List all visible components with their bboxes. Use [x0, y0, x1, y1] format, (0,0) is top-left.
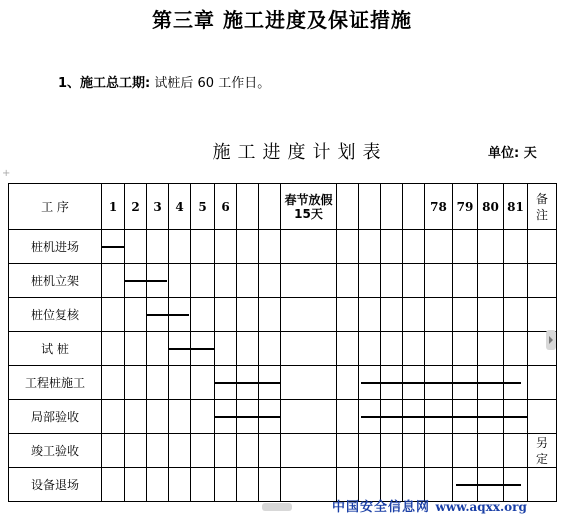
day-header: [403, 184, 425, 230]
schedule-bar: [125, 280, 167, 282]
day-cell: [478, 230, 504, 264]
day-cell: [359, 400, 381, 434]
day-cell: [359, 434, 381, 468]
day-cell: [147, 332, 169, 366]
day-header: 3: [147, 184, 169, 230]
day-cell: [125, 400, 147, 434]
day-cell: [215, 332, 237, 366]
day-header: 79: [453, 184, 478, 230]
day-cell: [478, 332, 504, 366]
day-cell: [215, 264, 237, 298]
day-cell: [403, 298, 425, 332]
day-cell: [281, 434, 337, 468]
task-name: 试 桩: [9, 332, 102, 366]
scroll-right-handle[interactable]: [546, 330, 556, 350]
task-name: 桩机进场: [9, 230, 102, 264]
day-cell: [215, 434, 237, 468]
day-cell: [403, 332, 425, 366]
task-remark: 另定: [528, 434, 557, 468]
watermark-url: www.aqxx.org: [435, 500, 527, 514]
day-cell: [191, 264, 215, 298]
day-cell: [102, 230, 125, 264]
schedule-table: [8, 183, 557, 502]
day-cell: [191, 468, 215, 502]
day-cell: [259, 298, 281, 332]
day-cell: [215, 298, 237, 332]
task-name: 局部验收: [9, 400, 102, 434]
day-cell: [259, 264, 281, 298]
task-name: 桩机立架: [9, 264, 102, 298]
day-cell: [237, 264, 259, 298]
day-header: [359, 184, 381, 230]
task-row: [9, 230, 557, 264]
day-cell: [504, 298, 528, 332]
day-header: 78: [425, 184, 453, 230]
day-cell: [359, 366, 381, 400]
day-cell: [504, 230, 528, 264]
day-cell: [102, 366, 125, 400]
schedule-body: [9, 230, 557, 502]
day-cell: [337, 264, 359, 298]
day-cell: [125, 298, 147, 332]
day-cell: [425, 332, 453, 366]
task-row: [9, 264, 557, 298]
day-header: 6: [215, 184, 237, 230]
day-cell: [169, 468, 191, 502]
day-cell: [259, 468, 281, 502]
unit-label: 单位: 天: [488, 146, 537, 161]
day-cell: [453, 298, 478, 332]
day-cell: [125, 366, 147, 400]
day-cell: [425, 434, 453, 468]
day-cell: [147, 468, 169, 502]
day-cell: [215, 468, 237, 502]
task-remark: [528, 298, 557, 332]
task-remark: [528, 468, 557, 502]
day-cell: [125, 332, 147, 366]
day-cell: [381, 298, 403, 332]
day-cell: [453, 332, 478, 366]
task-name: 桩位复核: [9, 298, 102, 332]
schedule-bar: [361, 382, 521, 384]
day-header: [237, 184, 259, 230]
schedule-bar: [215, 416, 281, 418]
day-cell: [359, 332, 381, 366]
day-cell: [102, 434, 125, 468]
day-cell: [125, 264, 147, 298]
day-cell: [237, 332, 259, 366]
day-header: 2: [125, 184, 147, 230]
day-cell: [281, 366, 337, 400]
day-cell: [169, 264, 191, 298]
day-cell: [237, 434, 259, 468]
task-row: [9, 366, 557, 400]
remark-header: 备注: [528, 184, 557, 230]
day-header: 4: [169, 184, 191, 230]
day-cell: [453, 230, 478, 264]
day-cell: [281, 230, 337, 264]
day-cell: [281, 400, 337, 434]
day-cell: [337, 400, 359, 434]
day-cell: [504, 264, 528, 298]
day-cell: [403, 264, 425, 298]
schedule-bar: [456, 484, 521, 486]
day-cell: [381, 434, 403, 468]
day-cell: [191, 298, 215, 332]
day-cell: [478, 434, 504, 468]
day-cell: [359, 298, 381, 332]
table-title: 施工进度计划表: [212, 142, 388, 163]
day-cell: [191, 230, 215, 264]
day-cell: [478, 264, 504, 298]
day-cell: [337, 434, 359, 468]
schedule-bar: [169, 348, 215, 350]
day-header: 80: [478, 184, 504, 230]
day-cell: [359, 230, 381, 264]
day-cell: [191, 434, 215, 468]
day-cell: [191, 400, 215, 434]
day-cell: [125, 434, 147, 468]
day-cell: [259, 230, 281, 264]
day-cell: [453, 264, 478, 298]
day-cell: [504, 332, 528, 366]
day-cell: [281, 264, 337, 298]
day-cell: [147, 298, 169, 332]
task-name: 竣工验收: [9, 434, 102, 468]
schedule-bar: [147, 314, 189, 316]
total-period-label: 1、施工总工期:: [58, 76, 151, 91]
day-cell: [281, 298, 337, 332]
day-cell: [102, 332, 125, 366]
day-header: 5: [191, 184, 215, 230]
day-cell: [504, 434, 528, 468]
plus-icon: +: [2, 168, 11, 179]
task-row: [9, 298, 557, 332]
day-cell: [478, 298, 504, 332]
day-cell: [259, 434, 281, 468]
day-cell: [425, 230, 453, 264]
task-remark: [528, 264, 557, 298]
day-cell: [169, 400, 191, 434]
day-cell: [281, 332, 337, 366]
day-cell: [237, 230, 259, 264]
day-cell: [337, 298, 359, 332]
task-name: 设备退场: [9, 468, 102, 502]
day-cell: [125, 468, 147, 502]
day-header: 1: [102, 184, 125, 230]
task-remark: [528, 400, 557, 434]
schedule-bar: [102, 246, 124, 248]
day-header: [259, 184, 281, 230]
day-header: [381, 184, 403, 230]
day-header: 81: [504, 184, 528, 230]
task-remark: [528, 230, 557, 264]
day-cell: [403, 434, 425, 468]
day-cell: [102, 400, 125, 434]
day-cell: [102, 264, 125, 298]
day-cell: [237, 298, 259, 332]
day-cell: [147, 230, 169, 264]
day-cell: [381, 332, 403, 366]
watermark-text: 中国安全信息网: [332, 500, 436, 515]
day-cell: [215, 366, 237, 400]
day-cell: [337, 332, 359, 366]
day-cell: [403, 230, 425, 264]
process-header: 工 序: [9, 184, 102, 230]
scroll-bottom-handle[interactable]: [262, 503, 292, 511]
day-cell: [102, 468, 125, 502]
schedule-bar: [361, 416, 528, 418]
day-cell: [425, 264, 453, 298]
total-period-value: 试桩后 60 工作日。: [150, 76, 271, 91]
day-cell: [337, 230, 359, 264]
day-cell: [169, 332, 191, 366]
day-cell: [102, 298, 125, 332]
day-cell: [425, 298, 453, 332]
day-header: 春节放假15天: [281, 184, 337, 230]
task-remark: [528, 366, 557, 400]
header-row: [9, 184, 557, 230]
chapter-title: 第三章 施工进度及保证措施: [152, 8, 412, 32]
task-row: [9, 332, 557, 366]
task-row: [9, 434, 557, 468]
schedule-bar: [215, 382, 281, 384]
task-name: 工程桩施工: [9, 366, 102, 400]
day-cell: [169, 230, 191, 264]
day-cell: [125, 230, 147, 264]
day-cell: [147, 434, 169, 468]
total-period: [58, 72, 270, 91]
day-cell: [381, 264, 403, 298]
day-cell: [191, 366, 215, 400]
day-cell: [281, 468, 337, 502]
day-cell: [337, 366, 359, 400]
day-cell: [381, 230, 403, 264]
site-watermark: [332, 496, 527, 515]
day-cell: [169, 366, 191, 400]
day-cell: [215, 400, 237, 434]
day-cell: [259, 332, 281, 366]
day-cell: [359, 264, 381, 298]
day-cell: [169, 434, 191, 468]
day-cell: [147, 366, 169, 400]
day-cell: [453, 434, 478, 468]
day-cell: [237, 468, 259, 502]
day-header: [337, 184, 359, 230]
task-row: [9, 400, 557, 434]
day-cell: [215, 230, 237, 264]
day-cell: [147, 400, 169, 434]
